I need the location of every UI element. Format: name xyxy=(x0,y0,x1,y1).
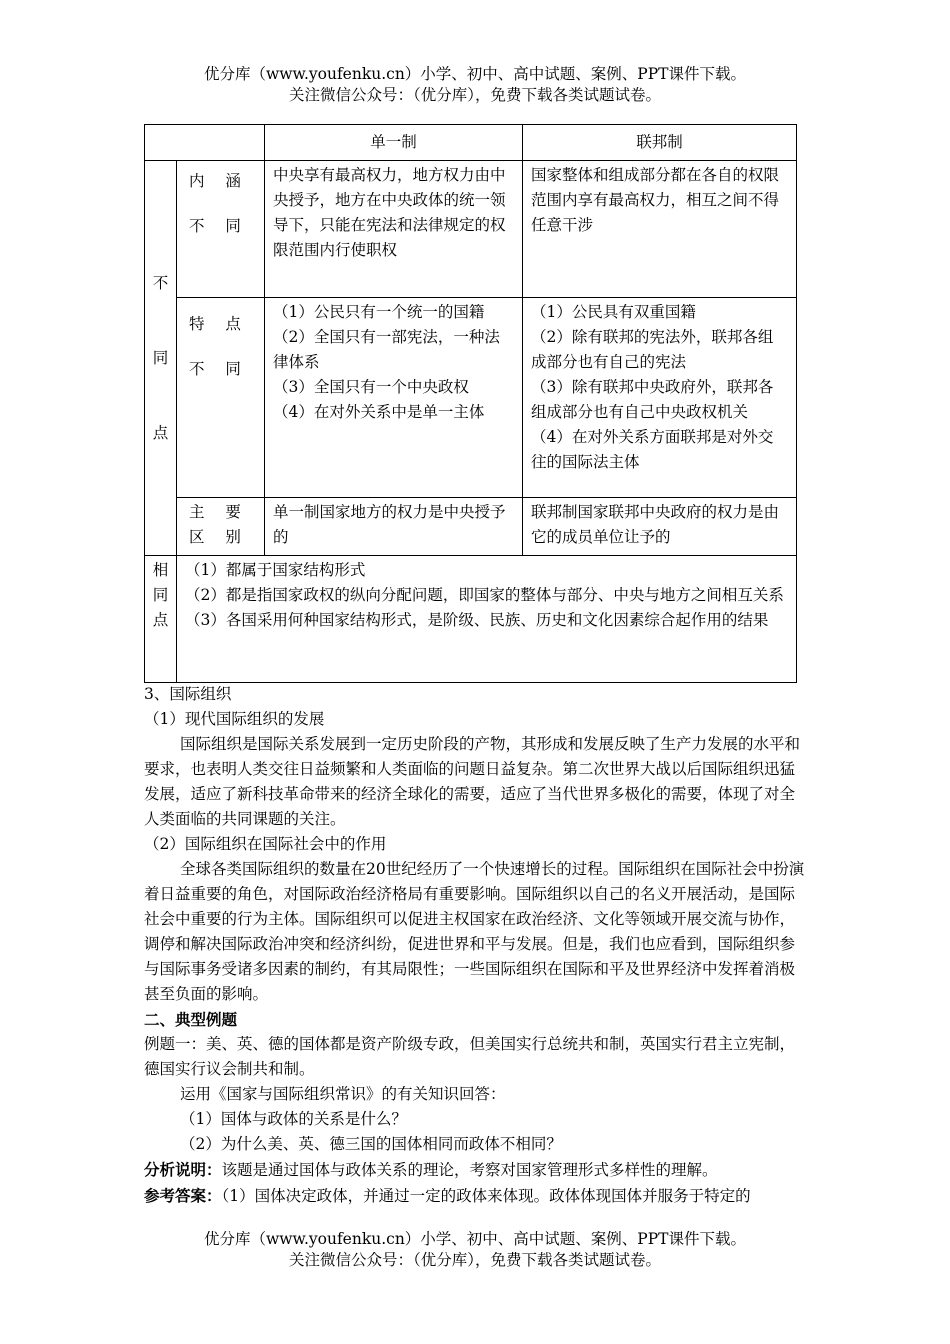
example-1-question-2: （2）为什么美、英、德三国的国体相同而政体不相同？ xyxy=(180,1135,562,1153)
cell-unitary-features: （1）公民只有一个统一的国籍 （2）全国只有一部宪法，一种法律体系 （3）全国只有一个中央政权 （4）在对外关系中是单一主体 xyxy=(265,298,523,498)
section-3-1-paragraph: 国际组织是国际关系发展到一定历史阶段的产物，其形成和发展反映了生产力发展的水平和要求，也表明人类交往日益频繁和人类面临的问题日益复杂。第二次世界大战以后国际组织迅猛发展，适应了新科技革命带来的经济全球化的需要，适应了当代世界多极化的需要，体现了对全人类面临的共同课题的关注。 xyxy=(144,735,801,828)
cell-federal-main-difference: 联邦制国家联邦中央政府的权力是由它的成员单位让予的 xyxy=(523,498,797,556)
cell-unitary-main-difference: 单一制国家地方的权力是中央授予的 xyxy=(265,498,523,556)
answer-paragraph xyxy=(144,1183,810,1209)
section-3-2-title: （2）国际组织在国际社会中的作用 xyxy=(144,835,387,853)
answer-text: （1）国体决定政体，并通过一定的政体来体现。政体体现国体并服务于特定的 xyxy=(221,1187,751,1205)
row-label-main-difference: 主 要 区 别 xyxy=(177,498,265,556)
header-line-2: 关注微信公众号：（优分库），免费下载各类试题试卷。 xyxy=(288,86,661,104)
cell-federal-connotation: 国家整体和组成部分都在各自的权限范围内享有最高权力，相互之间不得任意干涉 xyxy=(523,161,797,298)
section-3-title: 3、国际组织 xyxy=(144,685,232,703)
table-row xyxy=(145,298,797,498)
cell-federal-features: （1）公民具有双重国籍 （2）除有联邦的宪法外，联邦各组成部分也有自己的宪法 （3）除有联邦中央政府外，联邦各组成部分也有自己中央政权机关 （4）在对外关系方面联邦是对外交往的国际法主体 xyxy=(523,298,797,498)
page-footer xyxy=(0,1229,950,1271)
table-header-row xyxy=(145,125,797,161)
cell-similarities: （1）都属于国家结构形式 （2）都是指国家政权的纵向分配问题，即国家的整体与部分、中央与地方之间相互关系 （3）各国采用何种国家结构形式，是阶级、民族、历史和文化因素综合起作用的结果 xyxy=(177,556,797,683)
header-line-1: 优分库（www.youfenku.cn）小学、初中、高中试题、案例、PPT课件下载。 xyxy=(203,65,747,83)
footer-line-2: 关注微信公众号：（优分库），免费下载各类试题试卷。 xyxy=(288,1251,661,1269)
column-header-federal: 联邦制 xyxy=(523,125,797,161)
example-1-text: 例题一：美、英、德的国体都是资产阶级专政，但美国实行总统共和制，英国实行君主立宪制，德国实行议会制共和制。 xyxy=(144,1035,796,1078)
table-row xyxy=(145,556,797,683)
table-corner-cell xyxy=(145,125,265,161)
similarities-label: 相 同 点 xyxy=(145,556,177,683)
analysis-label: 分析说明： xyxy=(144,1160,222,1179)
section-3-2-paragraph: 全球各类国际组织的数量在20世纪经历了一个快速增长的过程。国际组织在国际社会中扮演着日益重要的角色，对国际政治经济格局有重要影响。国际组织以自己的名义开展活动，是国际社会中重要的行为主体。国际组织可以促进主权国家在政治经济、文化等领域开展交流与协作，调停和解决国际政治冲突和经济纠纷，促进世界和平与发展。但是，我们也应看到，国际组织参与国际事务受诸多因素的制约，有其局限性；一些国际组织在国际和平及世界经济中发挥着消极甚至负面的影响。 xyxy=(144,860,805,1003)
example-1-question-intro: 运用《国家与国际组织常识》的有关知识回答： xyxy=(180,1085,506,1103)
differences-label: 不 同 点 xyxy=(145,161,177,556)
analysis-paragraph xyxy=(144,1157,810,1183)
table-row xyxy=(145,161,797,298)
row-label-connotation: 内 涵 不 同 xyxy=(177,161,265,298)
column-header-unitary: 单一制 xyxy=(265,125,523,161)
document-body xyxy=(144,682,810,1209)
footer-line-1: 优分库（www.youfenku.cn）小学、初中、高中试题、案例、PPT课件下载。 xyxy=(203,1230,747,1248)
example-1-question-1: （1）国体与政体的关系是什么？ xyxy=(180,1110,407,1128)
page-header xyxy=(0,64,950,106)
row-label-features: 特 点 不 同 xyxy=(177,298,265,498)
table-row xyxy=(145,498,797,556)
analysis-text: 该题是通过国体与政体关系的理论，考察对国家管理形式多样性的理解。 xyxy=(221,1161,718,1179)
answer-label: 参考答案： xyxy=(144,1186,222,1205)
section-3-1-title: （1）现代国际组织的发展 xyxy=(144,710,325,728)
section-2-title: 二、典型例题 xyxy=(144,1010,238,1029)
comparison-table xyxy=(144,124,797,683)
cell-unitary-connotation: 中央享有最高权力，地方权力由中央授予，地方在中央政体的统一领导下，只能在宪法和法律规定的权限范围内行使职权 xyxy=(265,161,523,298)
